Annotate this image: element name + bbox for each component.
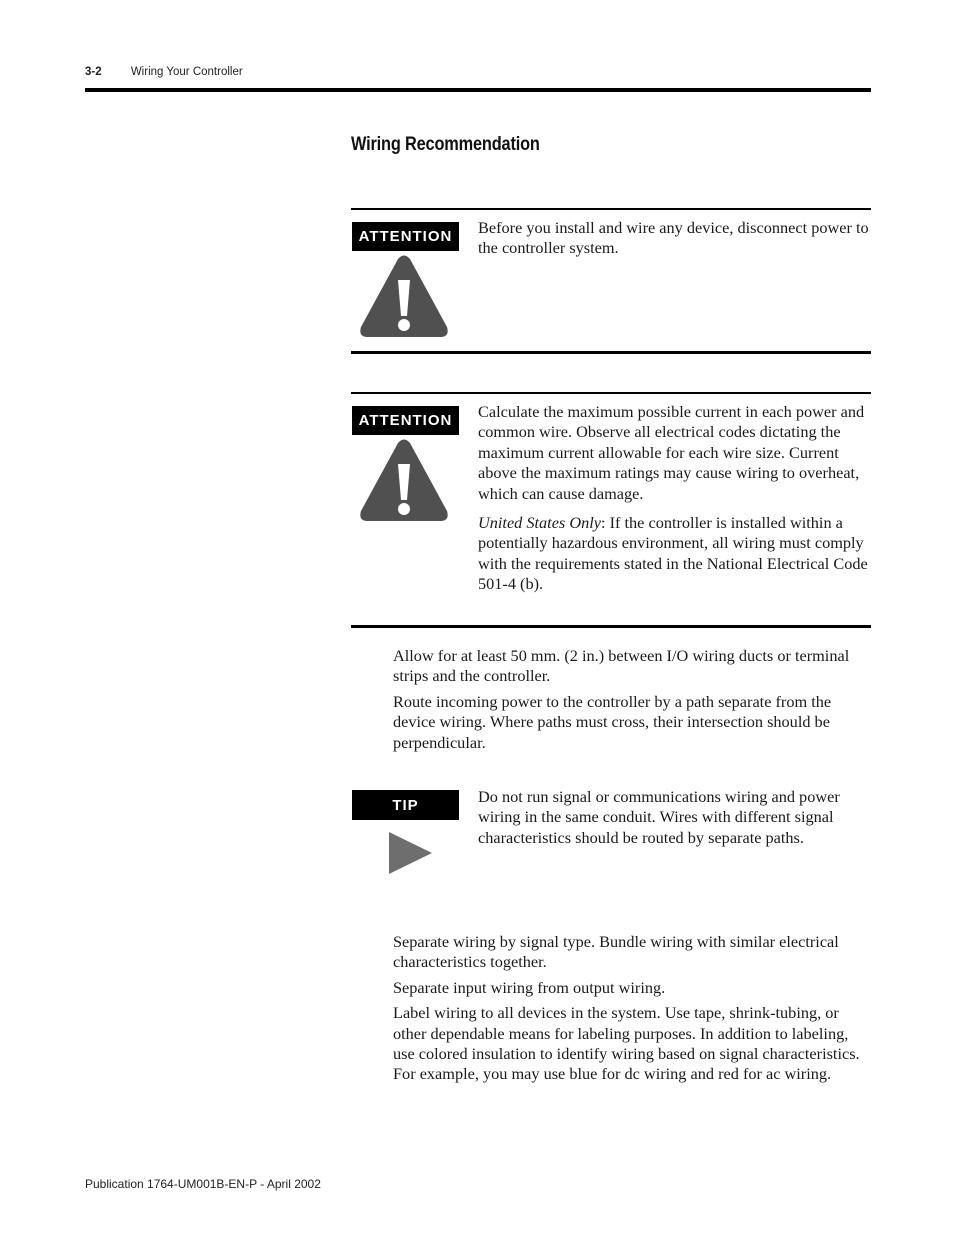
warning-exclamation-icon <box>358 438 450 522</box>
section-title: Wiring Recommendation <box>351 134 540 155</box>
attention-2-text <box>478 402 871 604</box>
attention-1-label: ATTENTION <box>352 222 459 251</box>
page-number: 3-2 <box>85 66 102 78</box>
us-only-label: United States Only <box>478 513 601 533</box>
tip-label: TIP <box>352 790 459 820</box>
attention-1-bottom-rule <box>351 351 871 354</box>
body-paragraph: Allow for at least 50 mm. (2 in.) between I/O wiring ducts or terminal strips and the controller. <box>393 646 850 686</box>
running-header <box>85 66 243 78</box>
attention-2-paragraph-2 <box>478 513 871 595</box>
play-arrow-icon <box>388 832 434 874</box>
body-block-2 <box>393 932 871 1090</box>
body-paragraph: Separate input wiring from output wiring. <box>393 977 666 997</box>
attention-2-paragraph-1: Calculate the maximum possible current in each power and common wire. Observe all electrical codes dictating the maximum current allowable for each wire size. Current above the maximum ratings may cause wiring to overheat, which can cause damage. <box>478 402 865 503</box>
attention-1-text <box>478 218 871 268</box>
attention-1-top-rule <box>351 208 871 210</box>
body-paragraph: Separate wiring by signal type. Bundle wiring with similar electrical characteristics together. <box>393 932 839 972</box>
attention-1-paragraph: Before you install and wire any device, disconnect power to the controller system. <box>478 218 869 258</box>
publication-footer: Publication 1764-UM001B-EN-P - April 2002 <box>85 1177 321 1191</box>
header-rule <box>85 88 871 92</box>
warning-exclamation-icon <box>358 254 450 338</box>
body-paragraph: Route incoming power to the controller by a path separate from the device wiring. Where paths must cross, their intersection should be perpendicular. <box>393 691 832 752</box>
attention-2-label: ATTENTION <box>352 406 459 435</box>
attention-2-top-rule <box>351 392 871 394</box>
body-block-1 <box>393 646 871 758</box>
tip-paragraph: Do not run signal or communications wiring and power wiring in the same conduit. Wires with different signal characteristics should be routed by separate paths. <box>478 787 840 847</box>
chapter-title: Wiring Your Controller <box>130 66 243 78</box>
attention-2-bottom-rule <box>351 625 871 628</box>
us-only-text: : If the controller is installed within a potentially hazardous environment, all wiring must comply with the requirements stated in the National Electrical Code 501-4 (b). <box>478 513 868 594</box>
tip-text <box>478 787 871 857</box>
body-paragraph: Label wiring to all devices in the system. Use tape, shrink-tubing, or other dependable means for labeling purposes. In addition to labeling, use colored insulation to identify wiring based on signal characteristics. For example, you may use blue for dc wiring and red for ac wiring. <box>393 1003 860 1084</box>
